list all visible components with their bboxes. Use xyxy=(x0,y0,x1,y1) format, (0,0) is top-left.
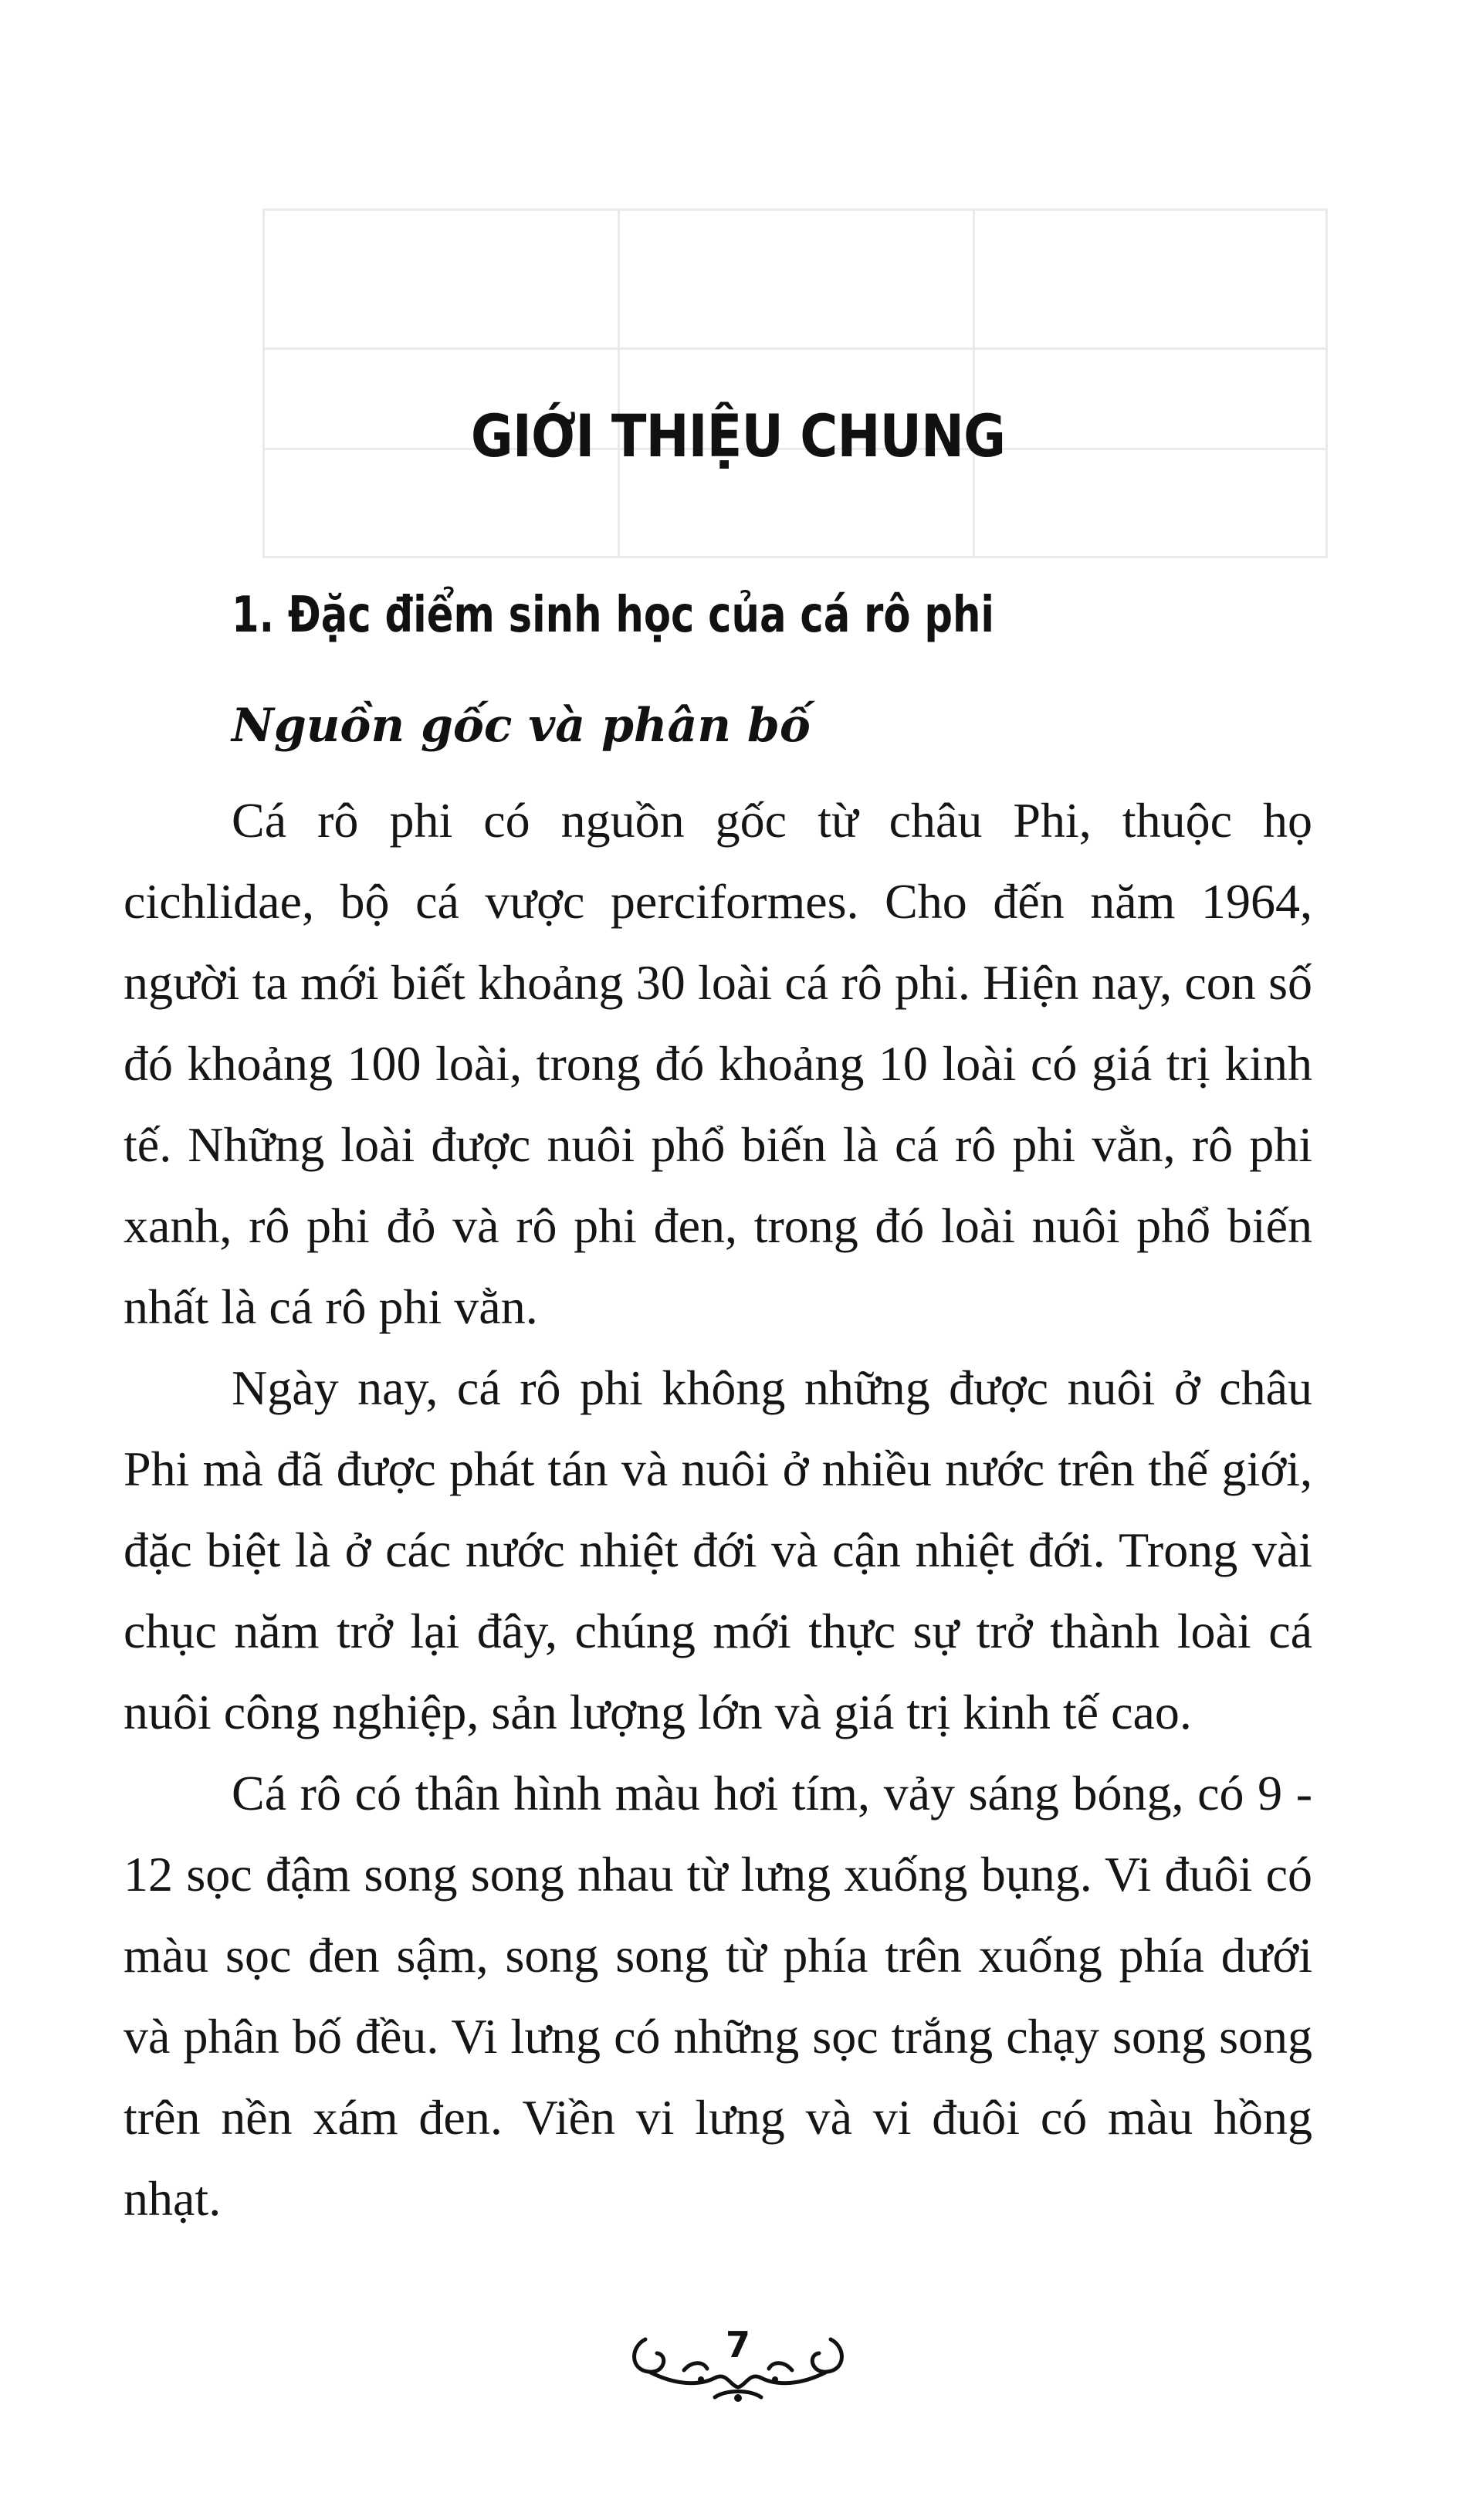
page-footer xyxy=(0,2324,1476,2413)
paragraph: Cá rô có thân hình màu hơi tím, vảy sáng bóng, có 9 - 12 sọc đậm song song nhau từ lưng xuống bụng. Vi đuôi có màu sọc đen sậm, song song từ phía trên xuống phía dưới và phân bố đều. Vi lưng có những sọc trắng chạy song song trên nền xám đen. Viền vi lưng và vi đuôi có màu hồng nhạt. xyxy=(124,1766,1312,2226)
paragraph: Cá rô phi có nguồn gốc từ châu Phi, thuộc họ cichlidae, bộ cá vược perciformes. Cho đến năm 1964, người ta mới biết khoảng 30 loài cá rô phi. Hiện nay, con số đó khoảng 100 loài, trong đó khoảng 10 loài có giá trị kinh tế. Những loài được nuôi phổ biến là cá rô phi vằn, rô phi xanh, rô phi đỏ và rô phi đen, trong đó loài nuôi phổ biến nhất là cá rô phi vằn. xyxy=(124,793,1312,1334)
paragraph: Ngày nay, cá rô phi không những được nuôi ở châu Phi mà đã được phát tán và nuôi ở nhiều nước trên thế giới, đặc biệt là ở các nước nhiệt đới và cận nhiệt đới. Trong vài chục năm trở lại đây, chúng mới thực sự trở thành loài cá nuôi công nghiệp, sản lượng lớn và giá trị kinh tế cao. xyxy=(124,1360,1312,1739)
ornament-flourish-icon xyxy=(614,2324,862,2409)
section-title: 1. Đặc điểm sinh học của cá rô phi xyxy=(232,587,994,644)
subsection-title: Nguồn gốc và phân bố xyxy=(232,699,811,753)
chapter-title: GIỚI THIỆU CHUNG xyxy=(470,401,1006,470)
body-text xyxy=(124,780,1312,2239)
page-number: 7 xyxy=(725,2324,750,2366)
